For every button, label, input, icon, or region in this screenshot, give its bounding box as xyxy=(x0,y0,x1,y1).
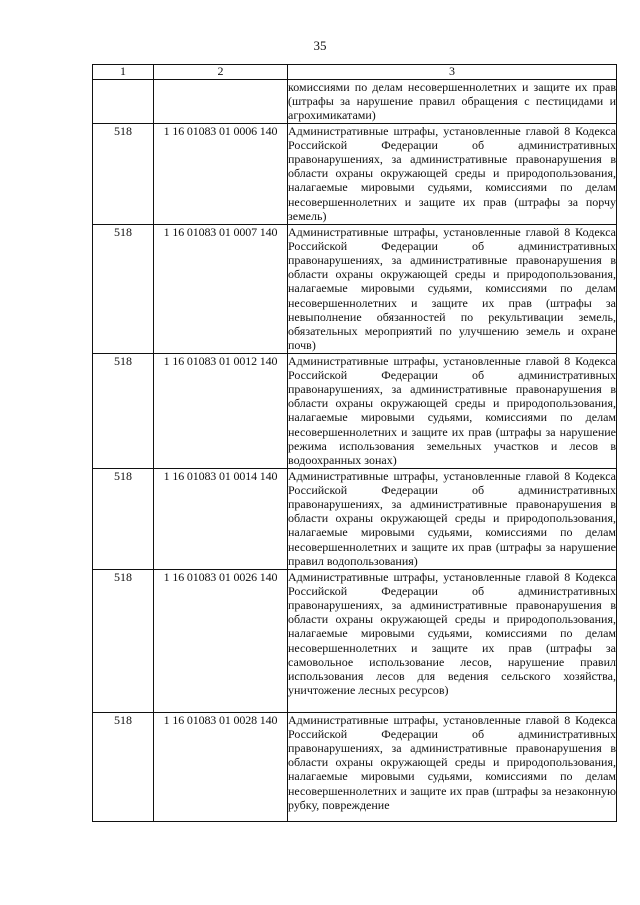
table-row xyxy=(93,569,617,712)
table-row xyxy=(93,123,617,224)
cell-code: 1 16 01083 01 0007 140 xyxy=(154,224,288,353)
cell-num: 518 xyxy=(93,224,154,353)
cell-description: Административные штрафы, установленные главой 8 Кодекса Российской Федерации об административных правонарушениях, за административные правонарушения в области охраны окружающей среды и природопользования, налагаемые мировыми судьями, комиссиями по делам несовершеннолетних и защите их прав (штрафы за невыполнение обязанностей по рекультивации земель, обязательных мероприятий по улучшению земель и охране почв) xyxy=(288,224,616,353)
cell-code xyxy=(154,80,288,124)
cell-description: Административные штрафы, установленные главой 8 Кодекса Российской Федерации об административных правонарушениях, за административные правонарушения в области охраны окружающей среды и природопользования, налагаемые мировыми судьями, комиссиями по делам несовершеннолетних и защите их прав (штрафы за самовольное использование лесов, нарушение правил использования лесов для ведения сельского хозяйства, уничтожение лесных ресурсов) xyxy=(288,569,617,712)
cell-description: Административные штрафы, установленные главой 8 Кодекса Российской Федерации об административных правонарушениях, за административные правонарушения в области охраны окружающей среды и природопользования, налагаемые мировыми судьями, комиссиями по делам несовершеннолетних и защите их прав (штрафы за порчу земель) xyxy=(288,123,616,223)
cell-num: 518 xyxy=(93,123,154,224)
cell-num: 518 xyxy=(93,353,154,468)
column-header-1: 1 xyxy=(93,65,154,80)
table-header-row xyxy=(93,65,617,80)
cell-num xyxy=(93,80,154,124)
cell-description: комиссиями по делам несовершеннолетних и защите их прав (штрафы за нарушение правил обращения с пестицидами и агрохимикатами) xyxy=(288,80,616,123)
cell-description: Административные штрафы, установленные главой 8 Кодекса Российской Федерации об административных правонарушениях, за административные правонарушения в области охраны окружающей среды и природопользования, налагаемые мировыми судьями, комиссиями по делам несовершеннолетних и защите их прав (штрафы за нарушение режима использования земельных участков и лесов в водоохранных зонах) xyxy=(288,353,616,468)
column-header-2: 2 xyxy=(154,65,288,80)
table-row-continuation xyxy=(93,80,617,124)
cell-num: 518 xyxy=(93,569,154,712)
page-number: 35 xyxy=(313,38,327,53)
cell-num: 518 xyxy=(93,468,154,569)
budget-classification-table xyxy=(92,64,617,822)
cell-description: Административные штрафы, установленные главой 8 Кодекса Российской Федерации об административных правонарушениях, за административные правонарушения в области охраны окружающей среды и природопользования, налагаемые мировыми судьями, комиссиями по делам несовершеннолетних и защите их прав (штрафы за незаконную рубку, повреждение xyxy=(288,712,617,821)
table-row xyxy=(93,468,617,569)
cell-code: 1 16 01083 01 0012 140 xyxy=(154,353,288,468)
column-header-3: 3 xyxy=(288,65,617,80)
table-row xyxy=(93,712,617,821)
cell-num: 518 xyxy=(93,712,154,821)
cell-code: 1 16 01083 01 0014 140 xyxy=(154,468,288,569)
cell-code: 1 16 01083 01 0026 140 xyxy=(154,569,288,712)
cell-description: Административные штрафы, установленные главой 8 Кодекса Российской Федерации об административных правонарушениях, за административные правонарушения в области охраны окружающей среды и природопользования, налагаемые мировыми судьями, комиссиями по делам несовершеннолетних и защите их прав (штрафы за нарушение правил водопользования) xyxy=(288,468,616,568)
cell-code: 1 16 01083 01 0006 140 xyxy=(154,123,288,224)
cell-code: 1 16 01083 01 0028 140 xyxy=(154,712,288,821)
table-row xyxy=(93,353,617,468)
table-row xyxy=(93,224,617,353)
